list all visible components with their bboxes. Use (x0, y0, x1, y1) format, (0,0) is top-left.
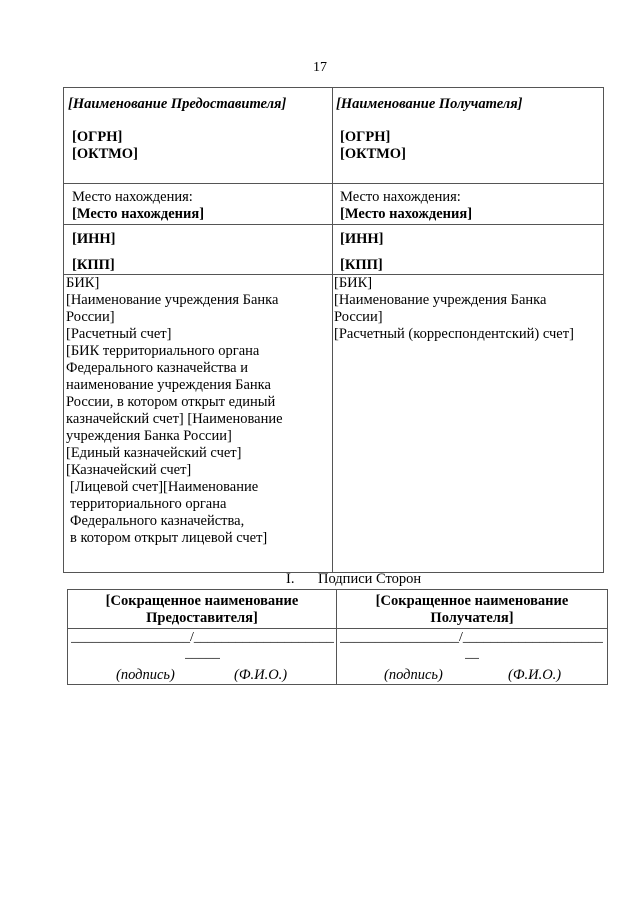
bank-line: казначейский счет] [Наименование (66, 411, 283, 427)
recipient-oktmo: [ОКТМО] (340, 146, 406, 162)
bank-line: России] (334, 309, 383, 325)
recipient-kpp: [КПП] (340, 257, 383, 273)
recipient-location-value: [Место нахождения] (340, 206, 473, 222)
row-divider (64, 224, 603, 225)
provider-ogrn: [ОГРН] (72, 129, 123, 145)
recipient-signature-caption: (подпись) (384, 667, 443, 683)
section-title: Подписи Сторон (318, 571, 422, 587)
bank-line: Федерального казначейства, (70, 513, 245, 529)
recipient-ogrn: [ОГРН] (340, 129, 391, 145)
provider-inn: [ИНН] (72, 231, 116, 247)
recipient-signature-line: _________________/____________________ (340, 630, 603, 645)
row-divider (68, 628, 607, 629)
page-number: 17 (313, 60, 327, 75)
provider-location-label: Место нахождения: (72, 189, 193, 205)
bank-line: [БИК] (334, 275, 373, 291)
bank-line: [Казначейский счет] (66, 462, 192, 478)
section-number: I. (286, 571, 295, 587)
provider-location-value: [Место нахождения] (72, 206, 205, 222)
provider-signature-caption: (подпись) (116, 667, 175, 683)
provider-kpp: [КПП] (72, 257, 115, 273)
recipient-location-label: Место нахождения: (340, 189, 461, 205)
provider-name: [Наименование Предоставителя] (68, 96, 287, 112)
recipient-fio-caption: (Ф.И.О.) (508, 667, 562, 683)
bank-line: России] (66, 309, 115, 325)
bank-line: Федерального казначейства и (66, 360, 248, 376)
bank-line: [Расчетный (корреспондентский) счет] (334, 326, 574, 342)
bank-line: наименование учреждения Банка (66, 377, 271, 393)
recipient-inn: [ИНН] (340, 231, 384, 247)
provider-oktmo: [ОКТМО] (72, 146, 138, 162)
bank-line: [Единый казначейский счет] (66, 445, 242, 461)
provider-signature-line-2: _____ (185, 646, 220, 661)
bank-line: БИК] (66, 275, 100, 291)
provider-short-name-line-2: Предоставителя] (146, 610, 258, 626)
bank-line: территориального органа (70, 496, 227, 512)
provider-signature-line: _________________/____________________ (71, 630, 334, 645)
provider-short-name-line-1: [Сокращенное наименование (105, 593, 299, 609)
provider-fio-caption: (Ф.И.О.) (234, 667, 288, 683)
bank-line: [Расчетный счет] (66, 326, 172, 342)
row-divider (64, 183, 603, 184)
bank-line: [Наименование учреждения Банка (334, 292, 547, 308)
recipient-short-name-line-1: [Сокращенное наименование (375, 593, 569, 609)
requisites-table (63, 87, 604, 573)
provider-bank-details (66, 275, 330, 547)
bank-line: [БИК территориального органа (66, 343, 260, 359)
bank-line: [Лицевой счет][Наименование (70, 479, 259, 495)
recipient-short-name-line-2: Получателя] (430, 610, 514, 626)
recipient-signature-line-2: __ (465, 646, 479, 661)
recipient-bank-details (334, 275, 602, 343)
bank-line: в котором открыт лицевой счет] (70, 530, 268, 546)
signatures-table (67, 589, 608, 685)
bank-line: учреждения Банка России] (66, 428, 232, 444)
recipient-name: [Наименование Получателя] (336, 96, 523, 112)
bank-line: России, в котором открыт единый (66, 394, 276, 410)
bank-line: [Наименование учреждения Банка (66, 292, 279, 308)
